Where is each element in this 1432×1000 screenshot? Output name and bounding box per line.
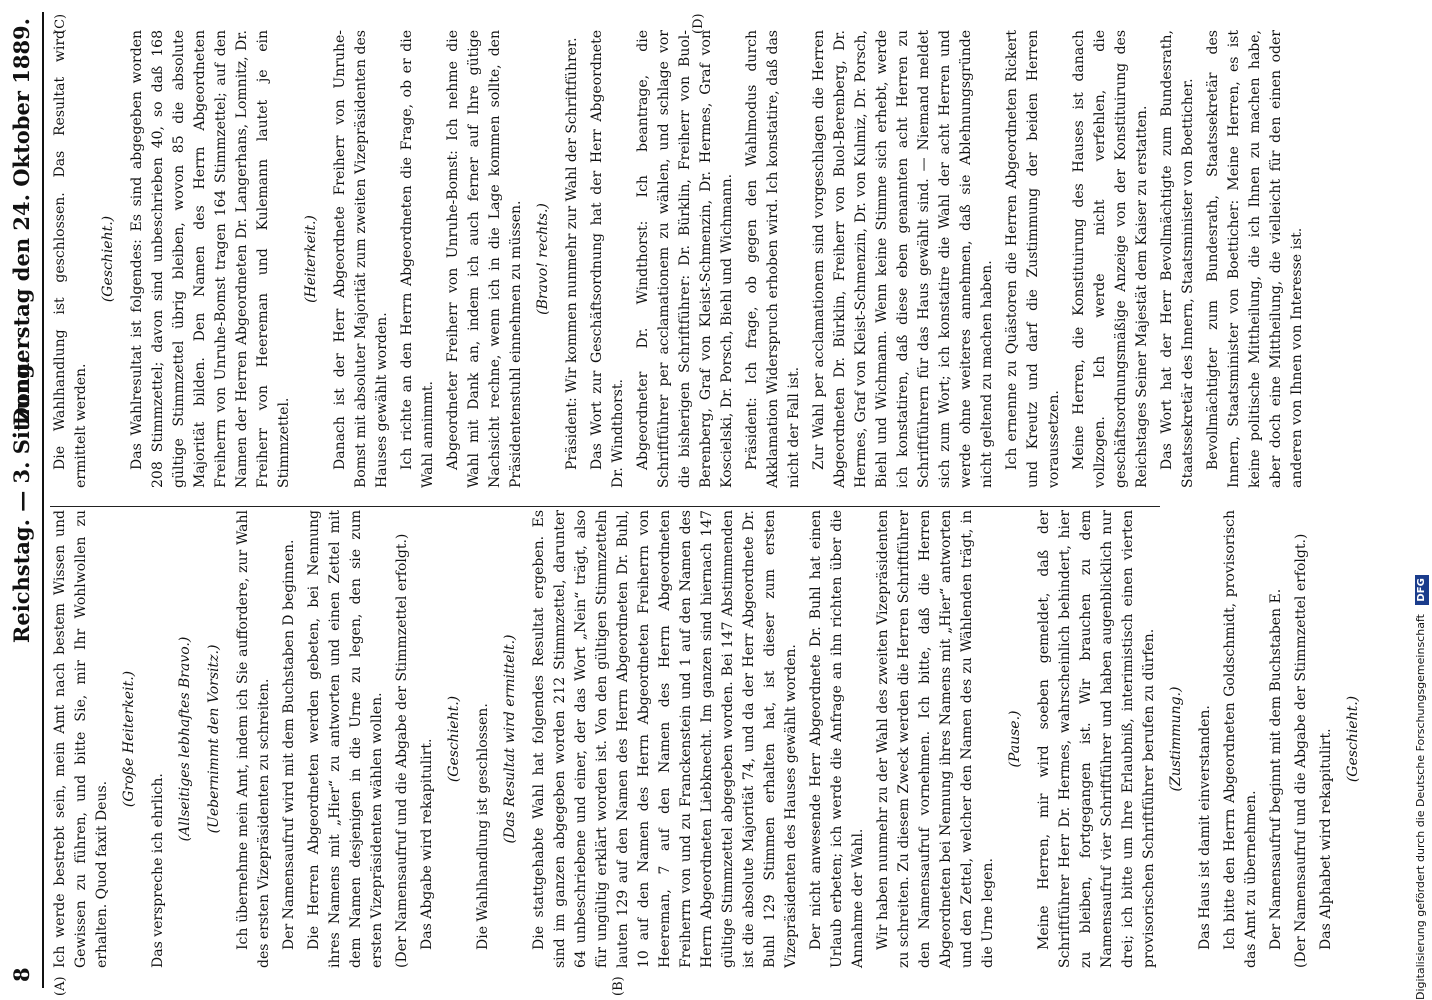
stage-direction: (Das Resultat wird ermittelt.) (502, 634, 518, 844)
margin-mark-b: (B) (611, 976, 626, 996)
paragraph: Danach ist der Herr Abgeordnete Freiherr von Unruhe-Bomst mit absoluter Majorität zum zweiten Vizepräsidenten des Hauses gewählt worden. (332, 30, 390, 488)
paragraph: Der Namensaufruf wird mit dem Buchstaben D beginnen. (281, 539, 297, 950)
paragraph: Das Abgabe wird rekapitulirt. (419, 738, 435, 950)
stage-direction: (Heiterkeit.) (303, 215, 319, 303)
stage-direction: (Bravo! rechts.) (535, 203, 551, 315)
paragraph: (Der Namensaufruf und die Abgabe der Stimmzettel erfolgt.) (1293, 533, 1309, 968)
footer-credit: Digitalisierung gefördert durch die Deutsche Forschungsgemeinschaft (1414, 614, 1427, 1000)
stage-direction: (Große Heiterkeit.) (121, 670, 137, 808)
paragraph: Das Haus ist damit einverstanden. (1197, 705, 1213, 950)
left-text-column (50, 510, 1361, 968)
dfg-logo: DFG (1415, 575, 1429, 604)
paragraph: Das verspreche ich ehrlich. (150, 773, 166, 968)
margin-mark-d: (D) (691, 13, 706, 34)
paragraph: Die Herren Abgeordneten werden gebeten, bei Nennung ihres Namens mit „Hier“ zu antworten und einen Zettel mit dem Namen desjenigen in die Urne zu legen, den sie zum ersten Vizepräsidenten wählen wollen. (306, 510, 385, 968)
stage-direction: (Geschieht.) (100, 215, 116, 303)
paragraph: Die stattgehabte Wahl hat folgendes Resultat ergeben. Es sind im ganzen abgegeben worden 212 Stimmzettel, darunter 64 unbeschriebene und einer, der das Wort „Nein“ trägt, also für ungültig erklärt worden ist. Von den gültigen Stimmzetteln lauten 129 auf den Namen des Herrn Abgeordneten Dr. Buhl, 10 auf den Namen des Herrn Abgeordneten Freiherrn von Heereman, 7 auf den Namen des Herrn Abgeordneten Freiherrn von und zu Franckenstein und 1 auf den Namen des Herrn Abgeordneten Liebknecht. Im ganzen sind hiernach 147 gültige Stimmzettel abgegeben worden. Bei 147 Abstimmenden ist die absolute Majorität 74, und da der Herr Abgeordnete Dr. Buhl 129 Stimmen erhalten hat, ist dieser zum ersten Vizepräsidenten des Hauses gewählt worden. (531, 510, 799, 968)
paragraph: Die Wahlhandlung ist geschlossen. Das Resultat wird ermittelt werden. (52, 30, 89, 488)
stage-direction: (Pause.) (1007, 710, 1023, 768)
paragraph: Zur Wahl per acclamationem sind vorgeschlagen die Herren Abgeordneten Dr. Bürklin, Freiherr von Buol-Berenberg, Dr. Hermes, Graf von Kleist-Schmenzin, Dr. von Kulmiz, Dr. Porsch, Biehl und Wichmann. Wenn keine Stimme sich erhebt, werde ich konstatiren, daß diese eben genannten acht Herren zu Schriftführern für das Haus gewählt sind. — Niemand meldet sich zum Wort; ich konstatire die Wahl der acht Herren und werde ohne weiteres annehmen, daß sie Ablehnungsgründe nicht geltend zu machen haben. (811, 30, 995, 488)
right-text-column (50, 30, 1305, 488)
margin-mark-c: (C) (53, 13, 68, 34)
stage-direction: (Zustimmung.) (1168, 686, 1184, 792)
margin-mark-a: (A) (53, 976, 68, 996)
header-date: Donnerstag den 24. Oktober 1889. (9, 18, 34, 426)
paragraph: Ich werde bestrebt sein, mein Amt nach bestem Wissen und Gewissen zu führen, und bitte Sie, mir Ihr Wohlwollen zu erhalten. Quod faxit Deus. (52, 510, 110, 968)
paragraph: (Der Namensaufruf und die Abgabe der Stimmzettel erfolgt.) (394, 533, 410, 968)
stage-direction: (Geschieht.) (1345, 695, 1361, 783)
paragraph: Ich ernenne zu Quästoren die Herren Abgeordneten Rickert und Kreutz und darf die Zustimmung der beiden Herren voraussetzen. (1004, 30, 1062, 488)
column-divider (50, 506, 1160, 507)
paragraph: Meine Herren, mir wird soeben gemeldet, daß der Schriftführer Herr Dr. Hermes, wahrscheinlich behindert, hier zu bleiben, fortgegangen ist. Wir brauchen zu dem Namensaufruf vier Schriftführer und haben augenblicklich nur drei; ich bitte um Ihre Erlaubniß, interimistisch einen vierten provisorischen Schriftführer berufen zu dürfen. (1036, 510, 1157, 968)
page-number: 8 (9, 967, 34, 982)
paragraph: Der nicht anwesende Herr Abgeordnete Dr. Buhl hat einen Urlaub erbeten; ich werde die Anfrage an ihn richten über die Annahme der Wahl. (808, 510, 866, 968)
paragraph: Das Alphabet wird rekapitulirt. (1318, 728, 1334, 950)
paragraph: Der Namensaufruf beginnt mit dem Buchstaben E. (1268, 588, 1284, 950)
stage-direction: (Allseitiges lebhaftes Bravo.) (177, 636, 193, 842)
paragraph: Abgeordneter Dr. Windthorst: Ich beantrage, die Schriftführer per acclamationem zu wählen, und schlage vor die bisherigen Schriftführer: Dr. Bürklin, Freiherr von Buol-Berenberg, Graf von Kleist-Schmenzin, Dr. Hermes, Graf von Koscielski, Dr. Porsch, Biehl und Wichmann. (635, 30, 735, 488)
header-title: Reichstag. — 3. Sitzung. (9, 356, 34, 644)
paragraph: Das Wahlresultat ist folgendes: Es sind abgegeben worden 208 Stimmzettel; davon sind unbeschrieben 40, so daß 168 gültige Stimmzettel übrig bleiben, wovon 85 die absolute Majorität bilden. Den Namen des Herrn Abgeordneten Freiherrn von Unruhe-Bomst tragen 164 Stimmzettel; auf den Namen der Herren Abgeordneten Dr. Langerhans, Lomnitz, Dr. Freiherr von Heereman und Kulemann lautet je ein Stimmzettel. (129, 30, 292, 488)
paragraph: Bevollmächtigter zum Bundesrath, Staatssekretär des Innern, Staatsminister von Boetticher: Meine Herren, es ist keine politische Mittheilung, die ich Ihnen zu machen habe, aber doch eine Mittheilung, die vielleicht für den einen oder anderen von Ihnen von Interesse ist. (1205, 30, 1305, 488)
paragraph: Die Wahlhandlung ist geschlossen. (475, 703, 491, 950)
paragraph: Ich bitte den Herrn Abgeordneten Goldschmidt, provisorisch das Amt zu übernehmen. (1222, 510, 1259, 968)
stage-direction: (Uebernimmt den Vorsitz.) (206, 644, 222, 834)
footer-credit-line (1410, 0, 1432, 1000)
paragraph: Ich richte an den Herrn Abgeordneten die Frage, ob er die Wahl annimmt. (399, 30, 436, 488)
paragraph: Wir haben nunmehr zu der Wahl des zweiten Vizepräsidenten zu schreiten. Zu diesem Zweck werden die Herren Schriftführer den Namensaufruf vornehmen. Ich bitte, daß die Herren Abgeordneten bei Nennung ihres Namens mit „Hier“ antworten und den Zettel, welcher den Namen des zu Wählenden trägt, in die Urne legen. (875, 510, 996, 968)
paragraph: Das Wort zur Geschäftsordnung hat der Herr Abgeordnete Dr. Windthorst. (589, 30, 626, 488)
footer-strip (1410, 0, 1432, 1000)
paragraph: Präsident: Ich frage, ob gegen den Wahlmodus durch Akklamation Widerspruch erhoben wird. Ich konstatire, daß das nicht der Fall ist. (744, 30, 802, 488)
stage-direction: (Geschieht.) (446, 695, 462, 783)
running-header (6, 12, 44, 988)
paragraph: Meine Herren, die Konstituirung des Hauses ist danach vollzogen. Ich werde nicht verfehlen, die geschäftsordnungsmäßige Anzeige von der Konstituirung des Reichstages Seiner Majestät dem Kaiser zu erstatten. (1071, 30, 1150, 488)
paragraph: Präsident: Wir kommen nunmehr zur Wahl der Schriftführer. (564, 37, 580, 470)
paragraph: Das Wort hat der Herr Bevollmächtigte zum Bundesrath, Staatssekretär des Innern, Staatsminister von Boetticher. (1159, 30, 1196, 488)
paragraph: Abgeordneter Freiherr von Unruhe-Bomst: Ich nehme die Wahl mit Dank an, indem ich auch ferner auf Ihre gütige Nachsicht rechne, wenn ich in die Lage kommen sollte, den Präsidentenstuhl einnehmen zu müssen. (445, 30, 524, 488)
paragraph: Ich übernehme mein Amt, indem ich Sie auffordere, zur Wahl des ersten Vizepräsidenten zu schreiten. (235, 510, 272, 968)
